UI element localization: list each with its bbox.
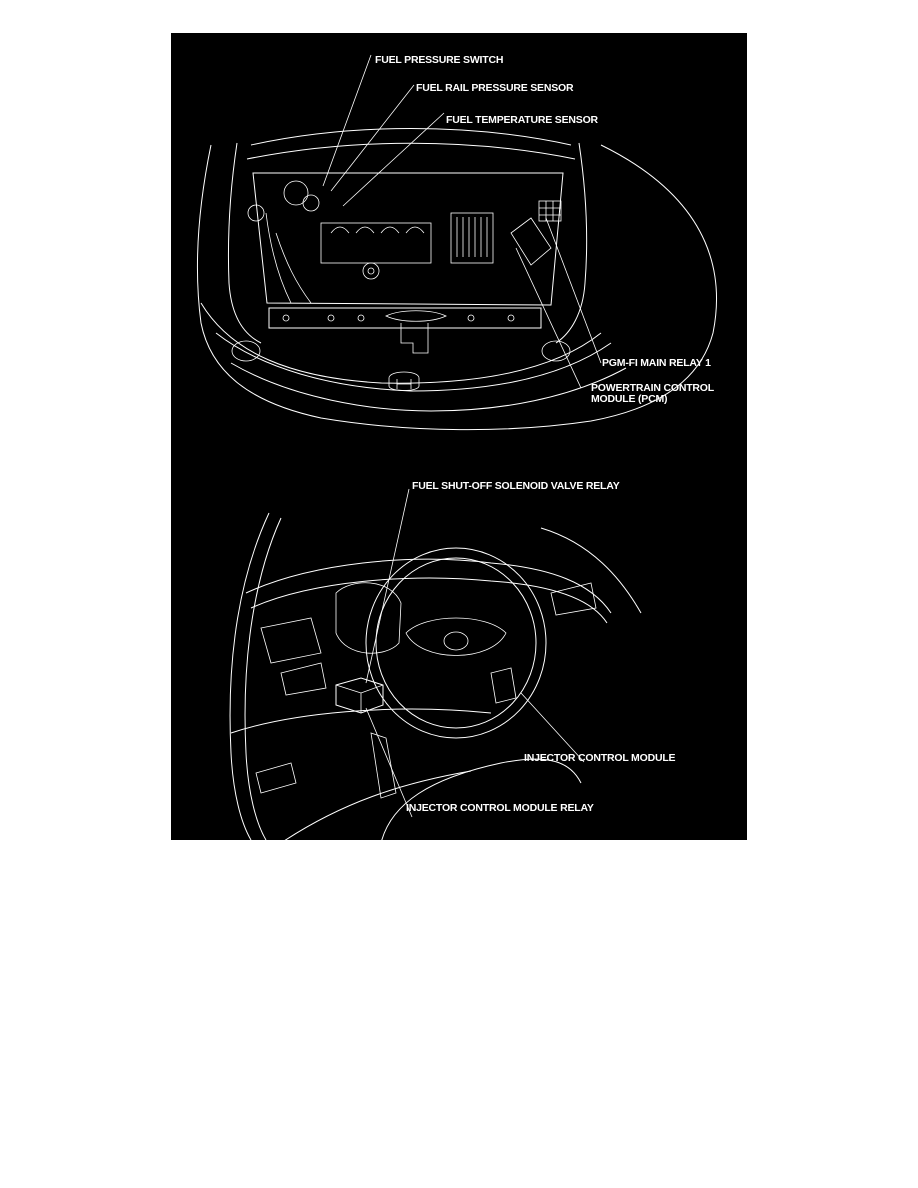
label-pcm-line1: POWERTRAIN CONTROL <box>591 382 714 394</box>
label-pgm-fi-main-relay-1: PGM-FI MAIN RELAY 1 <box>602 357 711 369</box>
label-fuel-pressure-switch: FUEL PRESSURE SWITCH <box>375 54 504 66</box>
label-injector-control-module: INJECTOR CONTROL MODULE <box>524 752 676 764</box>
label-fuel-rail-pressure-sensor: FUEL RAIL PRESSURE SENSOR <box>416 82 574 94</box>
label-injector-control-module-relay: INJECTOR CONTROL MODULE RELAY <box>406 802 594 814</box>
component-location-drawing <box>171 33 747 840</box>
diagram-panel <box>171 33 747 840</box>
label-fuel-temperature-sensor: FUEL TEMPERATURE SENSOR <box>446 114 598 126</box>
label-pcm-line2: MODULE (PCM) <box>591 393 668 405</box>
engine-bay-drawing <box>197 55 716 430</box>
dashboard-drawing <box>230 489 641 840</box>
label-fuel-shutoff-solenoid-valve-relay: FUEL SHUT-OFF SOLENOID VALVE RELAY <box>412 480 620 492</box>
